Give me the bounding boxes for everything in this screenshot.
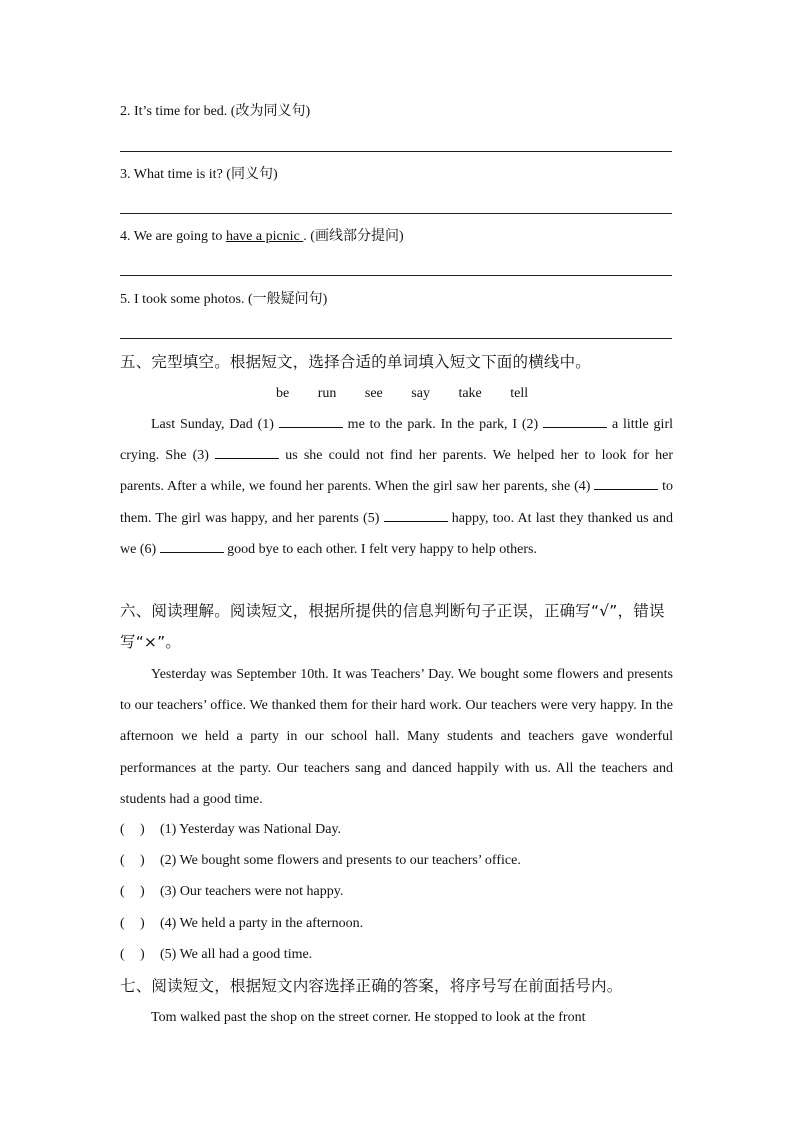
- question-4-underlined: have a picnic: [225, 229, 304, 244]
- cloze-blank-2[interactable]: [543, 413, 607, 428]
- cloze-text: a little girl crying. She (3): [120, 417, 673, 464]
- answer-line-5[interactable]: [120, 338, 672, 339]
- tf-item-5: [120, 946, 312, 964]
- word-bank-item: say: [411, 386, 430, 401]
- reading-passage-text: Yesterday was September 10th. It was Teachers’ Day. We bought some flowers and presents to our teachers’ office. We thanked them for their hard work. Our teachers were very happy. In the afternoon we held a party in our school hall. Many students and teachers gave wonderful performances at the party. Our teachers sang and danced happily with us. All the teachers and students had a good time.: [120, 667, 673, 807]
- question-2: 2. It’s time for bed. (改为同义句): [120, 104, 311, 119]
- question-4-suffix: . (画线部分提问): [303, 229, 404, 244]
- cloze-blank-4[interactable]: [594, 475, 658, 490]
- cloze-text: to them. The girl was happy, and her parents (5): [120, 479, 673, 526]
- tf-item-2: [120, 852, 521, 870]
- answer-line-4[interactable]: [120, 275, 672, 276]
- word-bank-item: see: [364, 386, 383, 401]
- cloze-text: happy, too. At last they thanked us and we (6): [120, 510, 673, 557]
- cloze-text: me to the park. In the park, I (2): [342, 417, 544, 432]
- word-bank-item: be: [276, 386, 290, 401]
- question-3: 3. What time is it? (同义句): [120, 167, 278, 182]
- cloze-text: us she could not find her parents. We helped her to look for her parents. After a while, we found her parents. When the girl saw her parents, she (4): [120, 448, 674, 495]
- tf-statement: (1) Yesterday was National Day.: [160, 822, 342, 837]
- answer-line-3[interactable]: [120, 213, 672, 214]
- word-bank: [276, 385, 553, 403]
- cloze-blank-1[interactable]: [279, 413, 343, 428]
- answer-parentheses[interactable]: ( ): [120, 853, 145, 868]
- tf-statement: (5) We all had a good time.: [160, 947, 313, 962]
- answer-parentheses[interactable]: ( ): [120, 916, 145, 931]
- cloze-blank-5[interactable]: [384, 507, 448, 522]
- cloze-passage: [120, 409, 673, 565]
- word-bank-item: run: [317, 386, 337, 401]
- reading-passage: [120, 659, 673, 815]
- section-6-heading-line-2: 写“×”。: [120, 633, 182, 651]
- cloze-text: good bye to each other. I felt very happy to help others.: [223, 541, 538, 557]
- question-4: [120, 228, 404, 246]
- word-bank-item: tell: [510, 386, 529, 401]
- tf-item-3: [120, 883, 343, 901]
- cloze-blank-3[interactable]: [215, 444, 279, 459]
- cloze-text: Last Sunday, Dad (1): [151, 417, 279, 432]
- tf-statement: (3) Our teachers were not happy.: [160, 884, 344, 899]
- question-5: 5. I took some photos. (一般疑问句): [120, 292, 328, 307]
- section-7-passage-text: Tom walked past the shop on the street corner. He stopped to look at the front: [151, 1010, 586, 1025]
- tf-item-4: [120, 915, 363, 933]
- section-7-passage: [120, 1002, 673, 1033]
- question-4-prefix: 4. We are going to: [120, 229, 226, 244]
- cloze-blank-6[interactable]: [160, 538, 224, 553]
- section-7-heading: 七、阅读短文，根据短文内容选择正确的答案，将序号写在前面括号内。: [120, 977, 623, 995]
- answer-parentheses[interactable]: ( ): [120, 947, 145, 962]
- tf-statement: (4) We held a party in the afternoon.: [160, 916, 364, 931]
- tf-statement: (2) We bought some flowers and presents to our teachers’ office.: [160, 853, 521, 868]
- answer-parentheses[interactable]: ( ): [120, 884, 145, 899]
- answer-parentheses[interactable]: ( ): [120, 822, 145, 837]
- section-5-heading: 五、完型填空。根据短文，选择合适的单词填入短文下面的横线中。: [120, 353, 592, 371]
- word-bank-item: take: [458, 386, 482, 401]
- answer-line-2[interactable]: [120, 151, 672, 152]
- section-6-heading-line-1: 六、阅读理解。阅读短文，根据所提供的信息判断句子正误，正确写“√”，错误: [120, 602, 665, 620]
- tf-item-1: [120, 821, 341, 839]
